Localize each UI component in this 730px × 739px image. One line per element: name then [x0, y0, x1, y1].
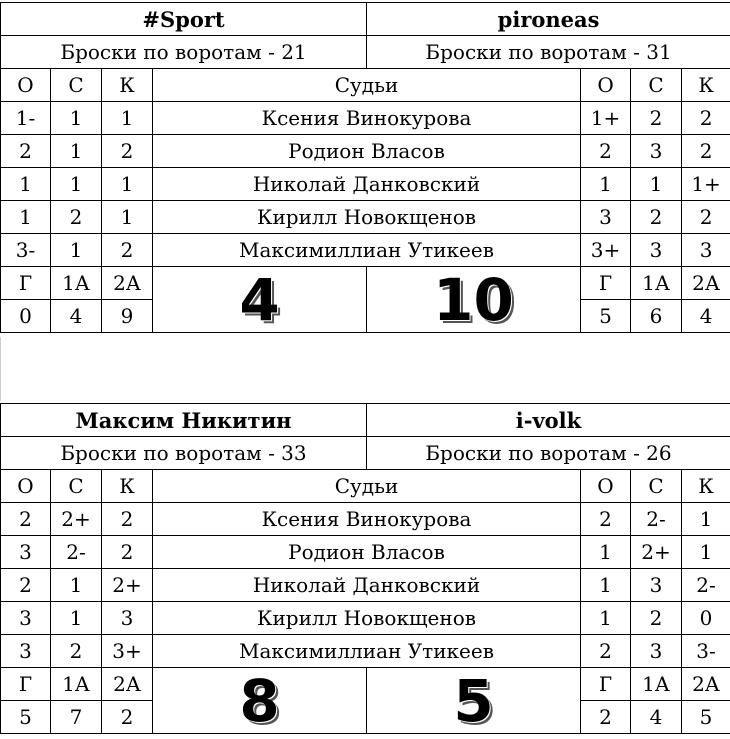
final-score-left: 8 — [153, 668, 367, 734]
score-k-right: 2 — [682, 102, 730, 135]
judge-row — [1, 234, 730, 267]
header-k-right: К — [682, 69, 730, 102]
stat-g-left: 0 — [1, 300, 51, 333]
score-s-right: 2+ — [631, 536, 682, 569]
score-s-left: 2- — [51, 536, 102, 569]
judge-name: Кирилл Новокщенов — [153, 201, 581, 234]
header-judges: Судьи — [153, 470, 581, 503]
score-o-right: 1 — [581, 602, 631, 635]
stat-2a-right: 4 — [682, 300, 730, 333]
header-1a-left: 1А — [51, 267, 102, 300]
judge-row — [1, 569, 730, 602]
score-s-left: 2 — [51, 201, 102, 234]
score-s-right: 2- — [631, 503, 682, 536]
header-1a-right: 1А — [631, 668, 682, 701]
final-score-right: 10 — [367, 267, 581, 333]
stat-1a-left: 7 — [51, 701, 102, 734]
judge-name: Николай Данковский — [153, 569, 581, 602]
score-o-left: 3 — [1, 635, 51, 668]
score-k-left: 2 — [102, 234, 153, 267]
score-o-right: 1 — [581, 168, 631, 201]
judge-row — [1, 135, 730, 168]
stat-1a-right: 4 — [631, 701, 682, 734]
score-k-right: 3 — [682, 234, 730, 267]
judge-name: Родион Власов — [153, 536, 581, 569]
header-o-right: О — [581, 470, 631, 503]
header-s-left: С — [51, 69, 102, 102]
score-k-right: 3- — [682, 635, 730, 668]
score-s-left: 1 — [51, 102, 102, 135]
divider — [0, 337, 5, 401]
header-g-right: Г — [581, 267, 631, 300]
stat-2a-right: 5 — [682, 701, 730, 734]
score-s-right: 3 — [631, 569, 682, 602]
score-s-right: 3 — [631, 234, 682, 267]
final-score-right: 5 — [367, 668, 581, 734]
score-o-right: 1+ — [581, 102, 631, 135]
judge-row — [1, 102, 730, 135]
team-left-name: #Sport — [1, 3, 367, 36]
header-k-right: К — [682, 470, 730, 503]
header-2a-right: 2А — [682, 267, 730, 300]
stat-g-right: 5 — [581, 300, 631, 333]
score-o-left: 3- — [1, 234, 51, 267]
header-o-left: О — [1, 69, 51, 102]
score-o-left: 2 — [1, 569, 51, 602]
score-s-right: 3 — [631, 635, 682, 668]
score-k-right: 1 — [682, 536, 730, 569]
shots-right: Броски по воротам - 31 — [367, 36, 730, 69]
judge-row — [1, 635, 730, 668]
header-g-left: Г — [1, 668, 51, 701]
score-o-right: 2 — [581, 135, 631, 168]
score-k-left: 1 — [102, 168, 153, 201]
header-2a-left: 2А — [102, 668, 153, 701]
score-o-right: 3 — [581, 201, 631, 234]
score-o-left: 3 — [1, 602, 51, 635]
score-o-right: 3+ — [581, 234, 631, 267]
header-s-right: С — [631, 470, 682, 503]
score-o-left: 1 — [1, 168, 51, 201]
score-k-left: 1 — [102, 201, 153, 234]
team-left-name: Максим Никитин — [1, 404, 367, 437]
score-k-right: 2 — [682, 135, 730, 168]
header-g-left: Г — [1, 267, 51, 300]
score-s-left: 1 — [51, 168, 102, 201]
final-score-left: 4 — [153, 267, 367, 333]
judge-row — [1, 602, 730, 635]
stat-1a-right: 6 — [631, 300, 682, 333]
stat-g-left: 5 — [1, 701, 51, 734]
score-k-right: 2 — [682, 201, 730, 234]
score-o-right: 1 — [581, 569, 631, 602]
score-s-left: 1 — [51, 234, 102, 267]
stat-2a-left: 9 — [102, 300, 153, 333]
score-k-left: 2 — [102, 503, 153, 536]
header-1a-left: 1А — [51, 668, 102, 701]
score-o-left: 1 — [1, 201, 51, 234]
header-s-left: С — [51, 470, 102, 503]
match-table — [0, 2, 730, 333]
score-k-left: 2 — [102, 536, 153, 569]
judge-row — [1, 536, 730, 569]
judge-name: Николай Данковский — [153, 168, 581, 201]
score-k-left: 3 — [102, 602, 153, 635]
score-o-left: 3 — [1, 536, 51, 569]
judge-name: Ксения Винокурова — [153, 102, 581, 135]
header-judges: Судьи — [153, 69, 581, 102]
score-s-left: 1 — [51, 602, 102, 635]
score-k-right: 0 — [682, 602, 730, 635]
score-o-right: 1 — [581, 536, 631, 569]
judge-name: Максимиллиан Утикеев — [153, 635, 581, 668]
score-s-right: 3 — [631, 135, 682, 168]
score-s-right: 2 — [631, 602, 682, 635]
judge-row — [1, 503, 730, 536]
score-k-left: 2 — [102, 135, 153, 168]
team-right-name: pironeas — [367, 3, 730, 36]
header-2a-right: 2А — [682, 668, 730, 701]
score-o-left: 1- — [1, 102, 51, 135]
score-k-left: 1 — [102, 102, 153, 135]
score-s-right: 2 — [631, 102, 682, 135]
score-s-left: 1 — [51, 135, 102, 168]
score-s-right: 1 — [631, 168, 682, 201]
shots-right: Броски по воротам - 26 — [367, 437, 730, 470]
judge-name: Максимиллиан Утикеев — [153, 234, 581, 267]
score-k-left: 2+ — [102, 569, 153, 602]
score-o-left: 2 — [1, 503, 51, 536]
judge-name: Родион Власов — [153, 135, 581, 168]
stat-g-right: 2 — [581, 701, 631, 734]
stat-2a-left: 2 — [102, 701, 153, 734]
score-o-right: 2 — [581, 635, 631, 668]
header-o-left: О — [1, 470, 51, 503]
header-k-left: К — [102, 470, 153, 503]
shots-left: Броски по воротам - 33 — [1, 437, 367, 470]
header-g-right: Г — [581, 668, 631, 701]
score-s-right: 2 — [631, 201, 682, 234]
team-right-name: i-volk — [367, 404, 730, 437]
judge-name: Ксения Винокурова — [153, 503, 581, 536]
header-2a-left: 2А — [102, 267, 153, 300]
score-s-left: 2+ — [51, 503, 102, 536]
score-s-left: 2 — [51, 635, 102, 668]
match-table — [0, 403, 730, 734]
score-k-right: 1+ — [682, 168, 730, 201]
header-o-right: О — [581, 69, 631, 102]
judge-row — [1, 201, 730, 234]
header-k-left: К — [102, 69, 153, 102]
score-o-left: 2 — [1, 135, 51, 168]
score-k-left: 3+ — [102, 635, 153, 668]
header-s-right: С — [631, 69, 682, 102]
score-k-right: 1 — [682, 503, 730, 536]
score-k-right: 2- — [682, 569, 730, 602]
score-s-left: 1 — [51, 569, 102, 602]
score-o-right: 2 — [581, 503, 631, 536]
judge-name: Кирилл Новокщенов — [153, 602, 581, 635]
stat-1a-left: 4 — [51, 300, 102, 333]
header-1a-right: 1А — [631, 267, 682, 300]
shots-left: Броски по воротам - 21 — [1, 36, 367, 69]
judge-row — [1, 168, 730, 201]
